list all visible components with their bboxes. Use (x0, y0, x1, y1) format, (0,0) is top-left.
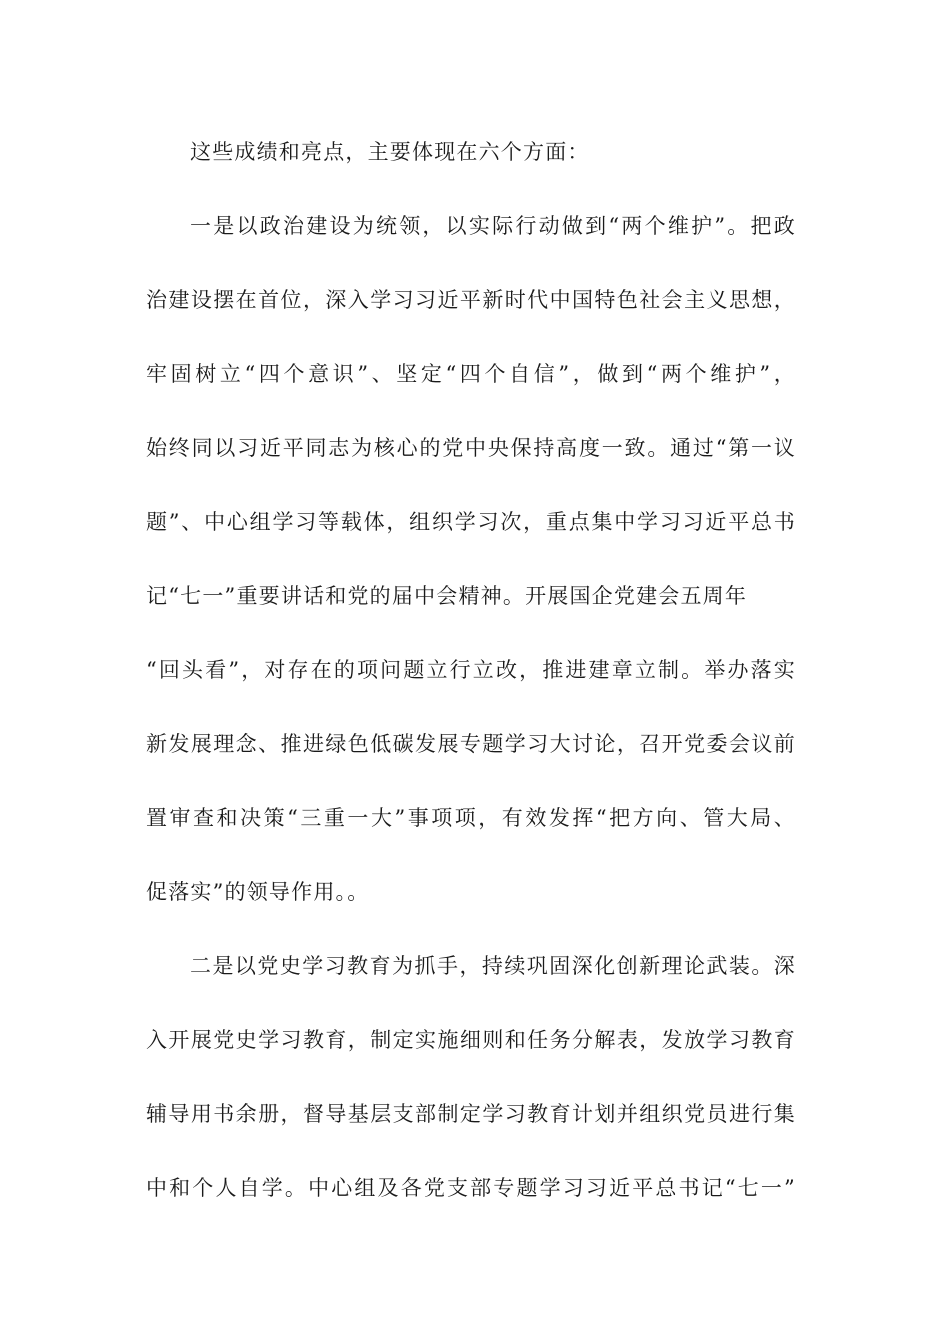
paragraph-1-line-2: 治建设摆在首位，深入学习习近平新时代中国特色社会主义思想， (146, 288, 796, 312)
paragraph-1-line-9: 置审查和决策“三重一大”事项项，有效发挥“把方向、管大局、 (146, 806, 796, 830)
paragraph-1-line-3: 牢固树立“四个意识”、坚定“四个自信”，做到“两个维护”， (146, 362, 796, 386)
paragraph-1-line-5: 题”、中心组学习等载体，组织学习次，重点集中学习习近平总书 (146, 510, 796, 534)
paragraph-1-line-6: 记“七一”重要讲话和党的届中会精神。开展国企党建会五周年 (146, 584, 748, 608)
paragraph-1-line-8: 新发展理念、推进绿色低碳发展专题学习大讨论，召开党委会议前 (146, 732, 796, 756)
paragraph-1-line-4: 始终同以习近平同志为核心的党中央保持高度一致。通过“第一议 (146, 436, 796, 460)
paragraph-2-line-2: 入开展党史学习教育，制定实施细则和任务分解表，发放学习教育 (146, 1028, 796, 1052)
paragraph-1-line-1: 一是以政治建设为统领，以实际行动做到“两个维护”。把政 (190, 214, 796, 238)
paragraph-2-line-4: 中和个人自学。中心组及各党支部专题学习习近平总书记“七一” (146, 1176, 796, 1200)
paragraph-2-line-3: 辅导用书余册，督导基层支部制定学习教育计划并组织党员进行集 (146, 1102, 796, 1126)
paragraph-intro-line: 这些成绩和亮点，主要体现在六个方面： (190, 140, 590, 164)
paragraph-1-line-7: “回头看”，对存在的项问题立行立改，推进建章立制。举办落实 (146, 658, 796, 682)
paragraph-1-line-10: 促落实”的领导作用。。 (146, 880, 370, 904)
paragraph-2-line-1: 二是以党史学习教育为抓手，持续巩固深化创新理论武装。深 (190, 954, 796, 978)
